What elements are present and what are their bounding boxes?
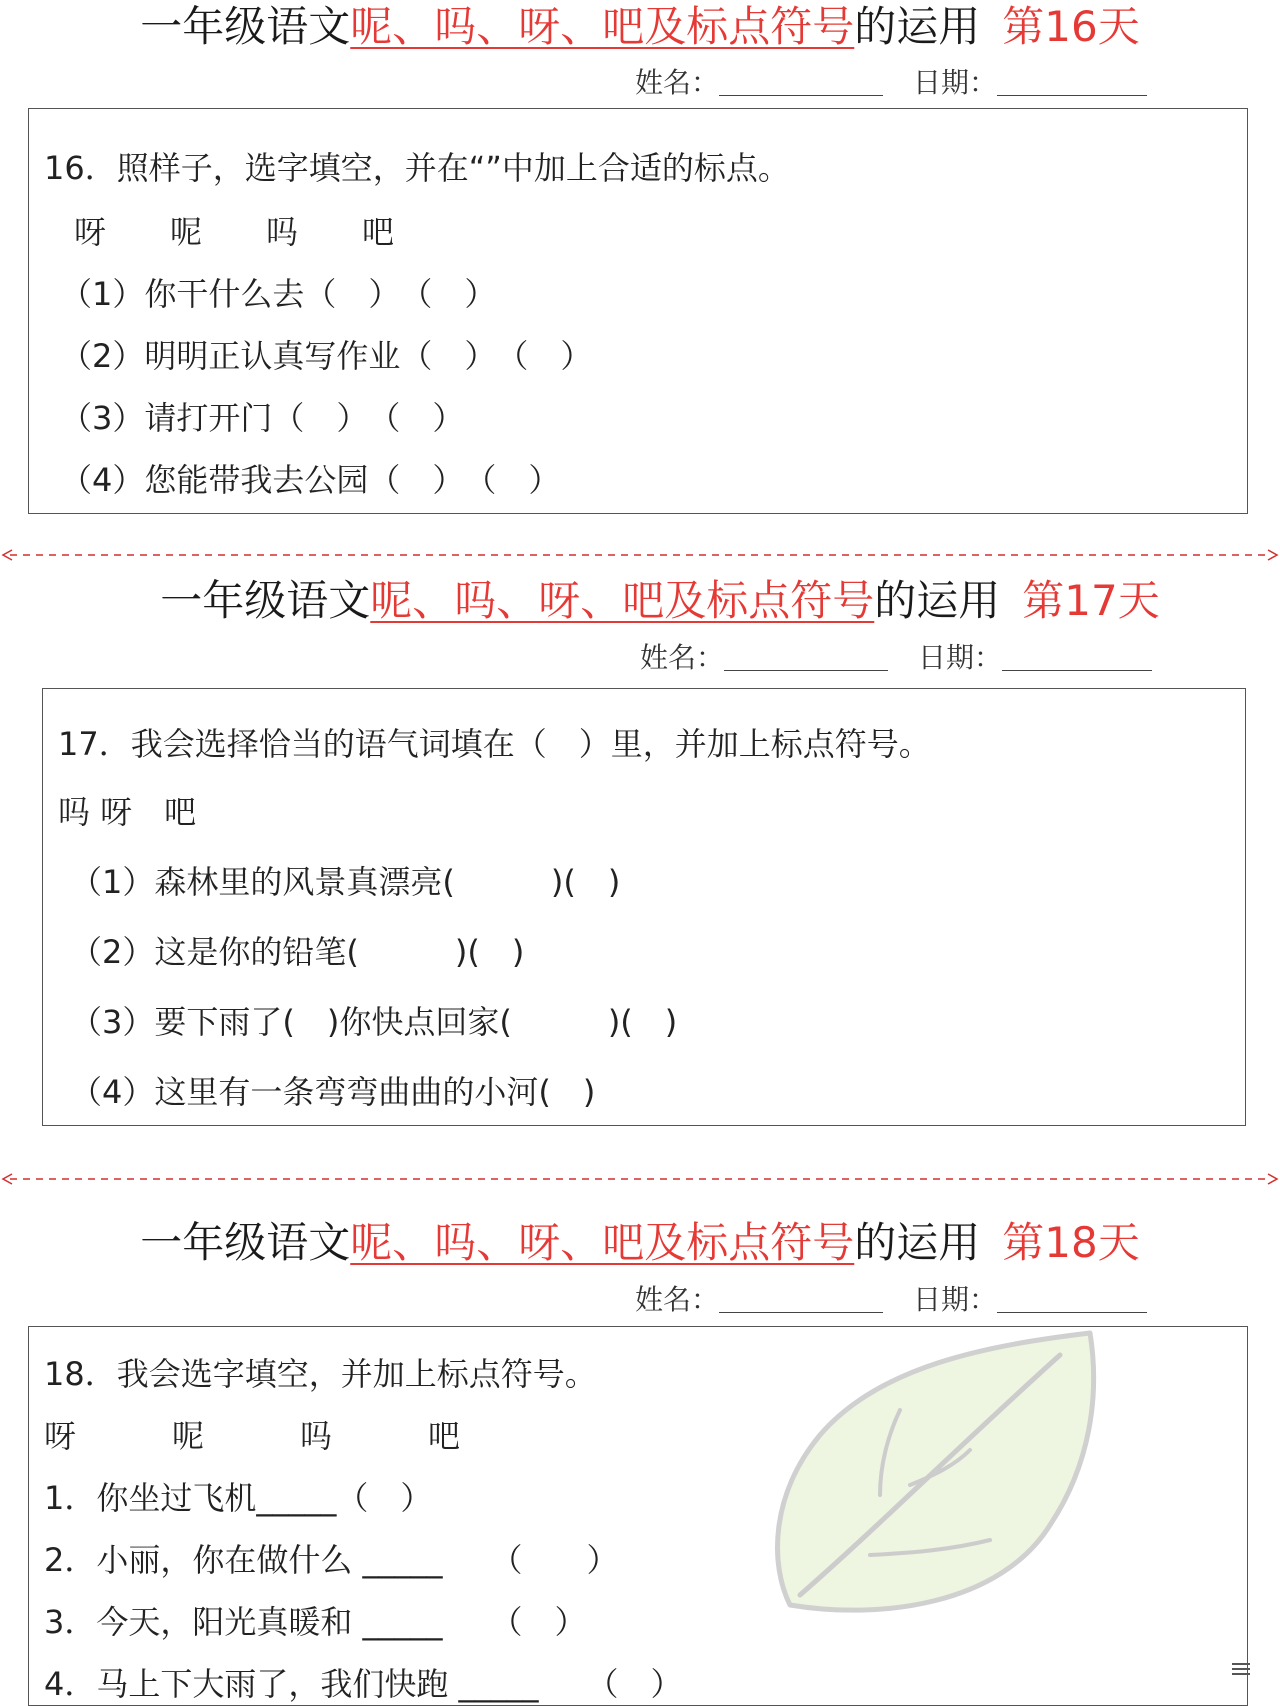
title-prefix: 一年级语文 [160, 576, 371, 625]
sheet-18-title [0, 1218, 1280, 1268]
menu-icon[interactable] [1232, 1660, 1250, 1678]
title-suffix: 的运用 [874, 576, 1001, 625]
item-17-1: （1）森林里的风景真漂亮( )( ) [70, 863, 621, 901]
item-17-2: （2）这是你的铅笔( )( ) [70, 933, 525, 971]
word-options-17: 吗 呀 吧 [58, 793, 197, 831]
sheet-17-title [20, 576, 1280, 626]
title-prefix: 一年级语文 [140, 2, 351, 51]
day-label: 第16天 [1002, 2, 1140, 51]
date-label: 日期： [918, 641, 1003, 674]
date-label: 日期： [913, 1283, 998, 1316]
cut-line-2 [0, 1172, 1280, 1186]
word-options-18: 呀 呢 吗 吧 [44, 1417, 461, 1455]
name-label: 姓名： [635, 66, 720, 99]
item-18-3: 3．今天，阳光真暖和 _____ （ ） [44, 1603, 587, 1641]
question-17: 17．我会选择恰当的语气词填在（ ）里，并加上标点符号。 [58, 725, 931, 763]
title-keywords: 呢、吗、呀、吧及标点符号 [350, 2, 855, 51]
name-label: 姓名： [635, 1283, 720, 1316]
title-keywords: 呢、吗、呀、吧及标点符号 [370, 576, 875, 625]
leaf-icon [760, 1325, 1110, 1625]
item-18-2: 2．小丽，你在做什么 _____ （ ） [44, 1541, 619, 1579]
date-blank[interactable] [1002, 645, 1152, 671]
date-label: 日期： [913, 66, 998, 99]
sheet-16-meta [635, 66, 1147, 100]
item-18-4: 4．马上下大雨了，我们快跑 _____ （ ） [44, 1665, 683, 1703]
item-16-3: （3）请打开门（ ） （ ） [60, 399, 465, 437]
item-16-1: （1）你干什么去（ ） （ ） [60, 275, 497, 313]
name-blank[interactable] [724, 645, 888, 671]
sheet-17-meta [640, 641, 1152, 675]
sheet-18-meta [635, 1283, 1147, 1317]
name-label: 姓名： [640, 641, 725, 674]
day-label: 第17天 [1022, 576, 1160, 625]
name-blank[interactable] [719, 1287, 883, 1313]
date-blank[interactable] [997, 1287, 1147, 1313]
item-18-1: 1．你坐过飞机_____（ ） [44, 1479, 433, 1517]
question-18: 18．我会选字填空，并加上标点符号。 [44, 1355, 597, 1393]
sheet-16-title [0, 2, 1280, 52]
word-options-16: 呀 呢 吗 吧 [74, 213, 395, 251]
name-blank[interactable] [719, 70, 883, 96]
item-17-4: （4）这里有一条弯弯曲曲的小河( ) [70, 1073, 596, 1111]
date-blank[interactable] [997, 70, 1147, 96]
title-suffix: 的运用 [854, 1218, 981, 1267]
item-17-3: （3）要下雨了( )你快点回家( )( ) [70, 1003, 678, 1041]
item-16-4: （4）您能带我去公园（ ） （ ） [60, 461, 561, 499]
day-label: 第18天 [1002, 1218, 1140, 1267]
question-16: 16．照样子，选字填空，并在“”中加上合适的标点。 [44, 149, 790, 187]
title-suffix: 的运用 [854, 2, 981, 51]
cut-line-1 [0, 548, 1280, 562]
item-16-2: （2）明明正认真写作业（ ） （ ） [60, 337, 593, 375]
title-keywords: 呢、吗、呀、吧及标点符号 [350, 1218, 855, 1267]
title-prefix: 一年级语文 [140, 1218, 351, 1267]
